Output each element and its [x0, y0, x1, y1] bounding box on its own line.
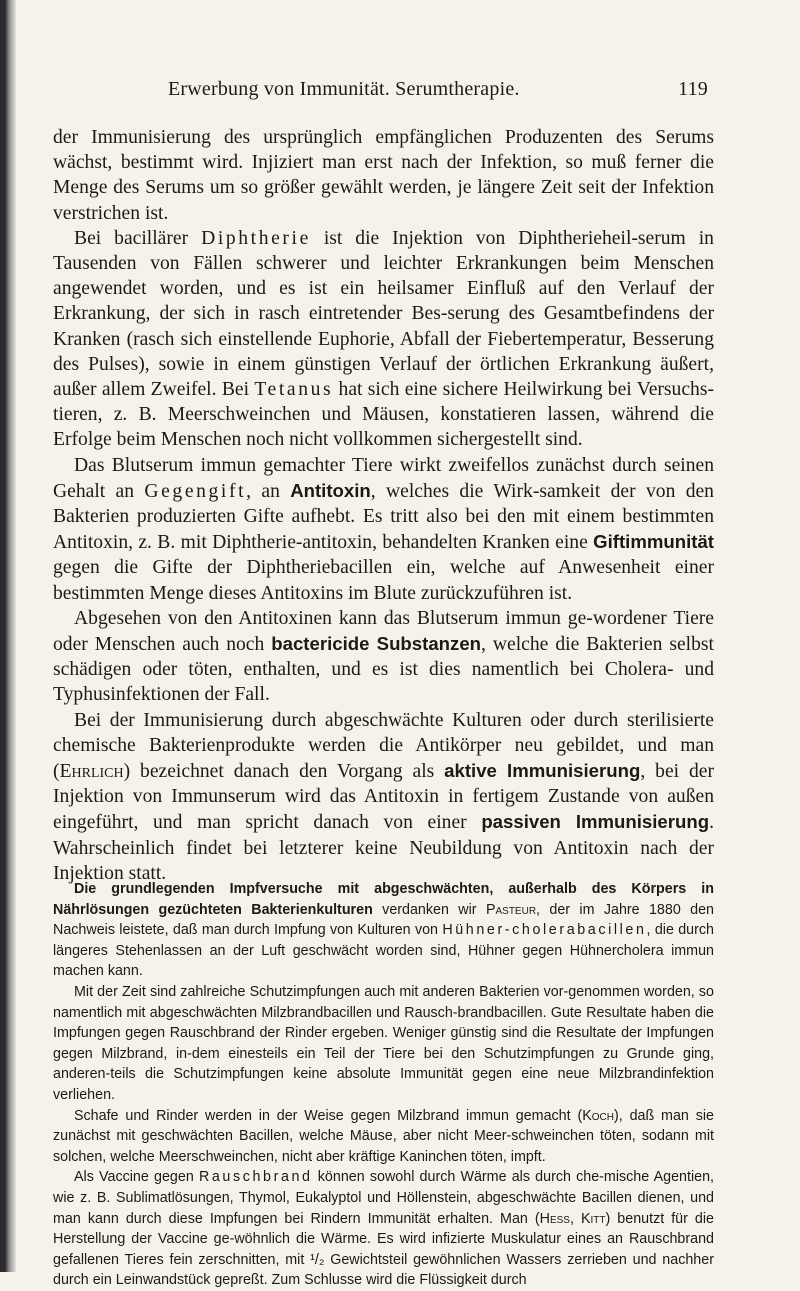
- spaced-term-diphtherie: Diphtherie: [201, 227, 311, 249]
- text-run: Das Blutserum immun gemachter Tiere wirkt zweifellos zunächst durch seinen Gehalt an: [53, 454, 714, 502]
- paragraph-antitoxin: [53, 453, 714, 606]
- running-title: Erwerbung von Immunität. Serumtherapie.: [168, 78, 520, 100]
- text-run: , bei der Injektion von Immunserum wird das Antitoxin in fertigem Zustande von außen eingeführt, und man spricht danach von einer: [53, 761, 714, 834]
- small-print-section: [53, 879, 714, 1291]
- text-run: verdanken wir: [372, 901, 486, 918]
- text-run: ) bezeichnet danach den Vorgang als: [123, 761, 445, 783]
- paragraph-1-text: der Immunisierung des ursprünglich empfänglichen Produzenten des Serums wächst, bestimmt wird. Injiziert man erst nach der Infektion, so muß ferner die Menge des Serums um so größer gewählt werden, je längere Zeit seit der Infektion verstrichen ist.: [53, 127, 714, 224]
- text-run: ), daß man sie zunächst mit geschwächten Bacillen, welche Mäuse, aber nicht Meer-schweinchen töten, sodann mit solchen, welche Meerschweinchen, nicht aber kräftige Kaninchen töten, impft.: [53, 1107, 714, 1165]
- author-kitt: Kitt: [580, 1210, 606, 1227]
- small-paragraph-koch: [53, 1106, 714, 1168]
- text-run: Bei der Immunisierung durch abgeschwächte Kulturen oder durch sterilisierte chemische Bakterienprodukte werden die Antikörper neu gebildet, und man (: [53, 709, 714, 783]
- text-run: , an: [246, 480, 291, 502]
- author-hess: Hess: [539, 1210, 570, 1227]
- text-run: ) benutzt für die Herstellung der Vaccine ge-wöhnlich die Wärme. Es wird infizierte Muskulatur eines an Rauschbrand gefallenen Tieres fein zerschnitten, mit: [53, 1210, 714, 1268]
- text-run: gegen die Gifte der Diphtheriebacillen ein, welche auf Anwesenheit einer bestimmten Menge dieses Antitoxins im Blute zurückzuführen ist.: [53, 557, 714, 604]
- bold-term-passive-immunisierung: passiven Immunisierung: [481, 811, 710, 833]
- text-run: hat sich eine sichere Heilwirkung bei Versuchs-tieren, z. B. Meerschweinchen und Mäusen, konstatieren lassen, während die Erfolge beim Menschen noch nicht vollkommen sichergestellt sind.: [53, 379, 714, 451]
- text-run: ist die Injektion von Diphtherieheil-serum in Tausenden von Fällen schwerer und leichter Erkrankungen beim Menschen angewendet worden, und es ist ein heilsamer Einfluß auf den Verlauf der Erkrankung, der sich in rasch eintretender Bes-serung des Gesamtbefindens der Kranken (rasch sich einstellende Euphorie, Abfall der Fiebertemperatur, Besserung des Pulses), sowie in einem günstigen Verlauf der örtlichen Erkrankung äußert, außer allem Zweifel. Bei: [53, 227, 714, 401]
- spaced-term-tetanus: Tetanus: [254, 379, 334, 401]
- text-run: , die durch längeres Stehenlassen an der Luft geschwächt worden sind, Hühner gegen Hühnercholera immun machen kann.: [53, 922, 714, 980]
- author-ehrlich: Ehrlich: [59, 761, 124, 783]
- paragraph-diphtherie-tetanus: [53, 226, 714, 453]
- small-paragraph-pasteur: [53, 879, 714, 982]
- paragraph-1: [53, 125, 714, 226]
- text-run: , welches die Wirk-samkeit der von den Bakterien produzierten Gifte aufhebt. Es tritt also bei den mit einem bestimmten Antitoxin, z. B. mit Diphtherie-antitoxin, behandelten Kranken eine: [53, 480, 714, 554]
- running-header: [168, 78, 708, 101]
- text-run: . Wahrscheinlich findet bei letzterer keine Neubildung von Antitoxin nach der Injektion statt.: [53, 812, 714, 884]
- spaced-term-gegengift: Gegengift: [144, 480, 247, 502]
- text-run: Abgesehen von den Antitoxinen kann das Blutserum immun ge-wordener Tiere oder Menschen auch noch: [53, 607, 714, 656]
- bold-term-giftimmunitaet: Giftimmunität: [593, 531, 714, 553]
- fraction-one-half: ¹/₂: [310, 1251, 325, 1268]
- page-number: 119: [678, 78, 708, 100]
- paragraph-bactericide: [53, 606, 714, 708]
- text-run: Gewichtsteil gewöhnlichen Wassers zerrieben und nachher durch ein Leinwandstück gepreßt. Zum Schlusse wird die Flüssigkeit durch: [53, 1251, 714, 1289]
- text-run: Schafe und Rinder werden in der Weise gegen Milzbrand immun gemacht (: [74, 1107, 583, 1124]
- text-run: , der im Jahre 1880 den Nachweis leistete, daß man durch Impfung von Kulturen von: [53, 901, 714, 939]
- author-koch: Koch: [582, 1107, 614, 1124]
- bold-term-aktive-immunisierung: aktive Immunisierung: [444, 760, 641, 782]
- main-text: [53, 125, 714, 886]
- text-run: Bei bacillärer: [74, 227, 202, 249]
- text-run: ,: [569, 1210, 581, 1227]
- author-pasteur: Pasteur: [485, 901, 537, 918]
- text-run: Mit der Zeit sind zahlreiche Schutzimpfungen auch mit anderen Bakterien vor-genommen worden, so namentlich mit abgeschwächten Milzbrandbacillen und Rausch-brandbacillen. Gute Resultate haben die Impfungen gegen Rauschbrand der Rinder ergeben. Weniger günstig sind die Resultate der Impfungen gegen Milzbrand, in-dem einesteils ein Teil der Tiere bei den Schutzimpfungen zu Grunde ging, anderen-teils die Schutzimpfungen keine absolute Immunität gegen eine neue Milzbrandinfektion verliehen.: [53, 983, 714, 1103]
- bold-term-bactericide: bactericide Substanzen: [271, 633, 482, 655]
- spaced-term-rauschbrand: Rauschbrand: [198, 1169, 313, 1186]
- bold-term-antitoxin: Antitoxin: [290, 479, 371, 501]
- text-run: Als Vaccine gegen: [74, 1169, 199, 1186]
- text-run: können sowohl durch Wärme als durch che-mische Agentien, wie z. B. Sublimatlösungen, Thymol, Eukalyptol und Höllenstein, abgeschwächte Bacillen dienen, und man kann durch diese Impfungen bei Rindern Immunität erhalten. Man (: [53, 1169, 714, 1227]
- small-paragraph-rauschbrand: [53, 1167, 714, 1291]
- bold-lead-impfversuche: Die grundlegenden Impfversuche mit abgeschwächten, außerhalb des Körpers in Nährlösungen gezüchteten Bakterienkulturen: [53, 881, 714, 918]
- spaced-term-huehnercholera: Hühner-cholerabacillen: [442, 922, 647, 939]
- book-spine-shadow: [0, 0, 16, 1272]
- paragraph-immunisierung: [53, 708, 714, 886]
- text-run: , welche die Bakterien selbst schädigen oder töten, enthalten, und es ist dies namentlich bei Cholera- und Typhusinfektionen der Fall.: [53, 634, 714, 706]
- small-paragraph-schutzimpfungen: [53, 982, 714, 1106]
